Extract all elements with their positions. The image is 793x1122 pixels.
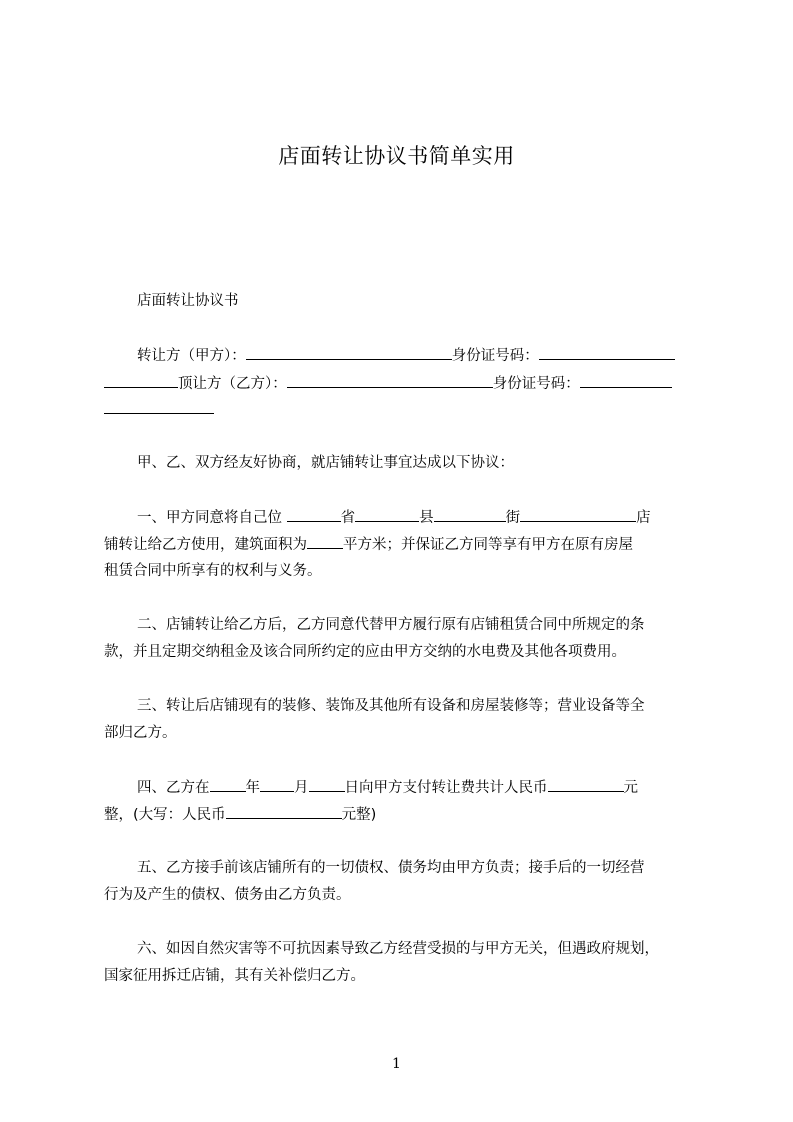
clause-5-line-1: 五、乙方接手前该店铺所有的一切债权、债务均由甲方负责；接手后的一切经营	[137, 860, 645, 876]
county-blank	[355, 506, 419, 522]
clause-4-text-e: 元	[623, 780, 638, 796]
transferor-label: 转让方（甲方）：	[137, 348, 246, 364]
intro-paragraph: 甲、乙、双方经友好协商，就店铺转让事宜达成以下协议：	[137, 455, 514, 471]
clause-4-text-g: 元整)	[341, 807, 377, 823]
id-number-label-2: 身份证号码：	[492, 376, 580, 392]
amount-words-blank	[226, 803, 342, 819]
clause-1-text-g: 平方米；并保证乙方同等享有甲方在原有房屋	[343, 537, 633, 553]
clause-6-line-1: 六、如因自然灾害等不可抗因素导致乙方经营受损的与甲方无关，但遇政府规划，	[137, 941, 659, 957]
document-title: 店面转让协议书简单实用	[278, 144, 515, 168]
clause-4-text-f: 整，(大写：人民币	[104, 807, 226, 823]
province-blank	[287, 506, 341, 522]
id-number-label-1: 身份证号码：	[451, 348, 539, 364]
area-blank	[307, 533, 343, 549]
clause-1-text-b: 省	[340, 510, 356, 526]
party-line-2	[104, 372, 704, 395]
clause-1-line-1	[137, 506, 700, 529]
clause-1-line-3: 租赁合同中所享有的权利与义务。	[104, 563, 322, 579]
clause-6-line-2: 国家征用拆迁店铺，其有关补偿归乙方。	[104, 968, 365, 984]
party-line-3	[104, 398, 704, 421]
clause-4-line-1	[137, 776, 700, 799]
month-blank	[260, 776, 294, 792]
street-blank	[434, 506, 506, 522]
page-number: 1	[392, 1056, 401, 1072]
clause-1-text-c: 县	[419, 510, 434, 526]
year-blank	[210, 776, 246, 792]
clause-4-text-c: 月	[294, 780, 309, 796]
transferor-name-blank	[246, 344, 452, 360]
clause-1-line-2	[104, 533, 704, 556]
id-number-blank-2	[580, 372, 672, 388]
clause-4-text-b: 年	[245, 780, 260, 796]
transferee-name-blank	[287, 372, 493, 388]
clause-1-text-f: 铺转让给乙方使用，建筑面积为	[104, 537, 307, 553]
party-line-1	[137, 344, 737, 367]
clause-3-line-1: 三、转让后店铺现有的装修、装饰及其他所有设备和房屋装修等；营业设备等全	[137, 698, 645, 714]
id-number-blank-1-cont	[104, 372, 178, 388]
amount-blank	[548, 776, 624, 792]
id-number-blank-2-cont	[104, 398, 214, 414]
clause-3-line-2: 部归乙方。	[104, 725, 177, 741]
clause-4-text-d: 日向甲方支付转让费共计人民币	[344, 780, 548, 796]
agreement-subtitle: 店面转让协议书	[137, 293, 239, 309]
day-blank	[309, 776, 345, 792]
clause-4-line-2	[104, 803, 704, 826]
clause-1-text-d: 街	[505, 510, 521, 526]
transferee-label: 顶让方（乙方）：	[178, 376, 287, 392]
clause-5-line-2: 行为及产生的债权、债务由乙方负责。	[104, 887, 351, 903]
id-number-blank-1	[539, 344, 675, 360]
clause-1-text-e: 店	[636, 510, 651, 526]
clause-1-text-a: 一、甲方同意将自己位	[137, 510, 287, 526]
clause-2-line-2: 款，并且定期交纳租金及该合同所约定的应由甲方交纳的水电费及其他各项费用。	[104, 644, 626, 660]
shop-blank	[520, 506, 636, 522]
clause-2-line-1: 二、店铺转让给乙方后，乙方同意代替甲方履行原有店铺租赁合同中所规定的条	[137, 617, 645, 633]
clause-4-text-a: 四、乙方在	[137, 780, 210, 796]
